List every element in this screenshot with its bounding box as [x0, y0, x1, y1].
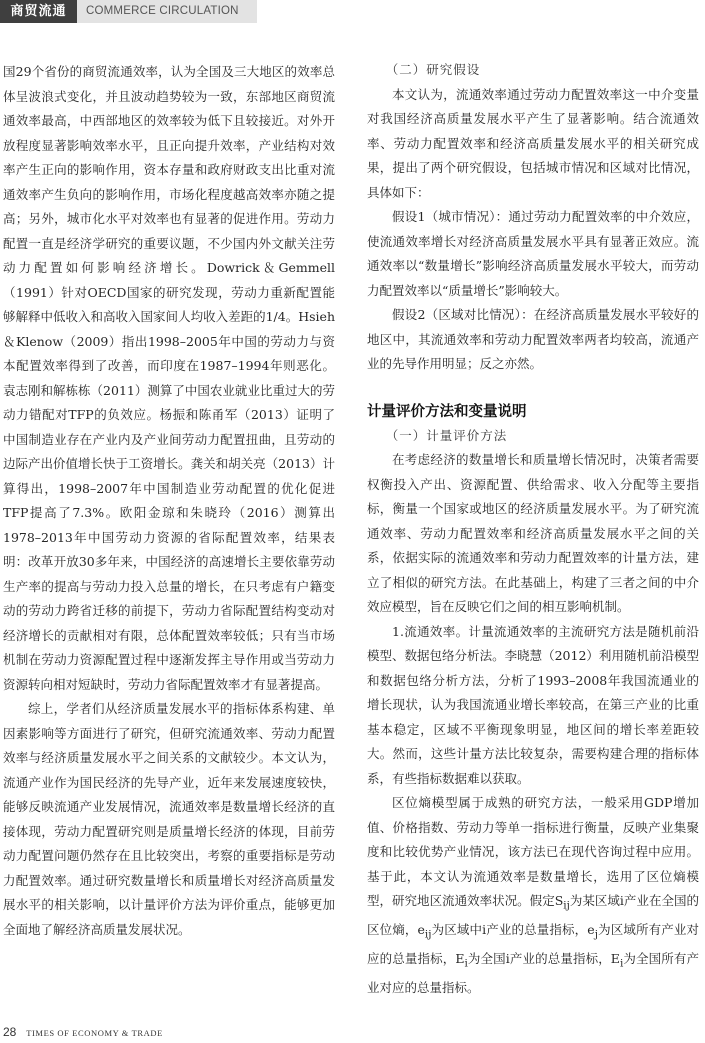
subsection-heading: （二）研究假设: [385, 62, 481, 77]
text-run: 为区域所有产业对应的总量指标，E: [367, 922, 699, 966]
paragraph: 综上，学者们从经济质量发展水平的指标体系构建、单因素影响等方面进行了研究，但研究流通效率、劳动力配置效率与经济质量发展水平之间关系的文献较少。本文认为，流通产业作为国民经济的先导产业，近年来发展速度较快，能够反映流通产业发展情况，流通效率是数量增长经济的直接体现，劳动力配置研究则是质量增长经济的体现，目前劳动力配置问题仍然存在且比较突出，考察的重要指标是劳动力配置效率。通过研究数量增长和质量增长对经济高质量发展水平的相关影响，以计量评价方法为评价重点，能够更加全面地了解经济高质量发展状况。: [3, 701, 335, 937]
paragraph: 假设2（区域对比情况）：在经济高质量发展水平较好的地区中，其流通效率和劳动力配置效率两者均较高，流通产业的先导作用明显；反之亦然。: [367, 307, 699, 371]
section-heading: 计量评价方法和变量说明: [367, 403, 527, 420]
journal-name: TIMES OF ECONOMY & TRADE: [26, 1028, 163, 1038]
paragraph: 1.流通效率。计量流通效率的主流研究方法是随机前沿模型、数据包络分析法。李晓慧（2012）利用随机前沿模型和数据包络分析方法，分析了1993–2008年我国流通业的增长现状，认为我国流通业增长率较高，在第三产业的比重基本稳定，区域不平衡现象明显，地区间的增长率差距较大。然而，这些计量方法比较复杂，需要构建合理的指标体系，有些指标数据难以获取。: [367, 623, 699, 786]
subscript: i: [619, 957, 624, 970]
page-footer: [3, 1025, 163, 1039]
text-run: 为全国i产业的总量指标，E: [467, 951, 620, 966]
text-run: 为某区域i产业在全国的区位熵，e: [367, 893, 699, 937]
paragraph: 本文认为，流通效率通过劳动力配置效率这一中介变量对我国经济高质量发展水平产生了显著影响。结合流通效率、劳动力配置效率和经济高质量发展水平的相关研究成果，提出了两个研究假设，包括城市情况和区域对比情况，具体如下：: [367, 86, 699, 200]
right-column: [367, 58, 699, 1001]
left-column: [3, 60, 335, 942]
paragraph: 假设1（城市情况）：通过劳动力配置效率的中介效应，使流通效率增长对经济高质量发展水平具有显著正效应。流通效率以“数量增长”影响经济高质量发展水平较大，而劳动力配置效率以“质量增长”影响较大。: [367, 209, 699, 298]
page-number: 28: [3, 1025, 17, 1039]
subscript: i: [464, 957, 468, 970]
subsection-heading: （一）计量评价方法: [385, 427, 508, 443]
running-header: [0, 0, 705, 23]
subscript: ij: [424, 928, 432, 941]
text-run: 为全国所有产业对应的总量指标。: [367, 951, 699, 995]
paragraph: [367, 791, 699, 1001]
paragraph: 国29个省份的商贸流通效率，认为全国及三大地区的效率总体呈波浪式变化，并且波动趋势较为一致，东部地区商贸流通效率最高，中西部地区的效率较为低下且较接近。对外开放程度显著影响效率水平，且正向提升效率，产业结构对效率产生正向的影响作用，资本存量和政府财政支出比重对流通效率产生负向的影响作用，市场化程度越高效率亦随之提高；另外，城市化水平对效率也有显著的促进作用。劳动力配置一直是经济学研究的重要议题，不少国内外文献关注劳动力配置如何影响经济增长。Dowrick＆Gemmell（1991）针对OECD国家的研究发现，劳动力重新配置能够解释中低收入和高收入国家间人均收入差距的1/4。Hsieh＆Klenow（2009）指出1998–2005年中国的劳动力与资本配置效率得到了改善，而印度在1987–1994年则恶化。袁志刚和解栋栋（2011）测算了中国农业就业比重过大的劳动力错配对TFP的负效应。杨振和陈甬军（2013）证明了中国制造业存在产业内及产业间劳动力配置扭曲，且劳动的边际产出价值增长快于工资增长。龚关和胡关亮（2013）计算得出，1998–2007年中国制造业劳动配置的优化促进TFP提高了7.3%。欧阳金琼和朱晓玲（2016）测算出1978–2013年中国劳动力资源的省际配置效率，结果表明：改革开放30多年来，中国经济的高速增长主要依靠劳动生产率的提高与劳动力投入总量的增长，在只考虑有户籍变动的劳动力跨省迁移的前提下，劳动力省际配置结构变动对经济增长的贡献相对有限，总体配置效率较低；只有当市场机制在劳动力资源配置过程中逐渐发挥主导作用或当劳动力资源转向相对短缺时，劳动力省际配置效率才有显著提高。: [3, 64, 335, 692]
section-label-cn: 商贸流通: [0, 0, 77, 23]
text-run: 区位熵模型属于成熟的研究方法，一般采用GDP增加值、价格指数、劳动力等单一指标进行衡量，反映产业集聚度和比较优势产业情况，该方法已在现代咨询过程中应用。基于此，本文认为流通效率是数量增长，选用了区位熵模型，研究地区流通效率状况。假定S: [367, 795, 699, 908]
subscript: j: [594, 928, 598, 941]
subscript: ij: [563, 899, 570, 912]
section-label-en: COMMERCE CIRCULATION: [77, 0, 257, 23]
paragraph: 在考虑经济的数量增长和质量增长情况时，决策者需要权衡投入产出、资源配置、供给需求、收入分配等主要指标，衡量一个国家或地区的经济质量发展水平。为了研究流通效率、劳动力配置效率和经济高质量发展水平之间的关系，依据实际的流通效率和劳动力配置效率的计量方法，建立了相似的研究方法。在此基础上，构建了三者之间的中介效应模型，旨在反映它们之间的相互影响机制。: [367, 452, 699, 614]
text-run: 为区域中i产业的总量指标，e: [431, 922, 595, 937]
